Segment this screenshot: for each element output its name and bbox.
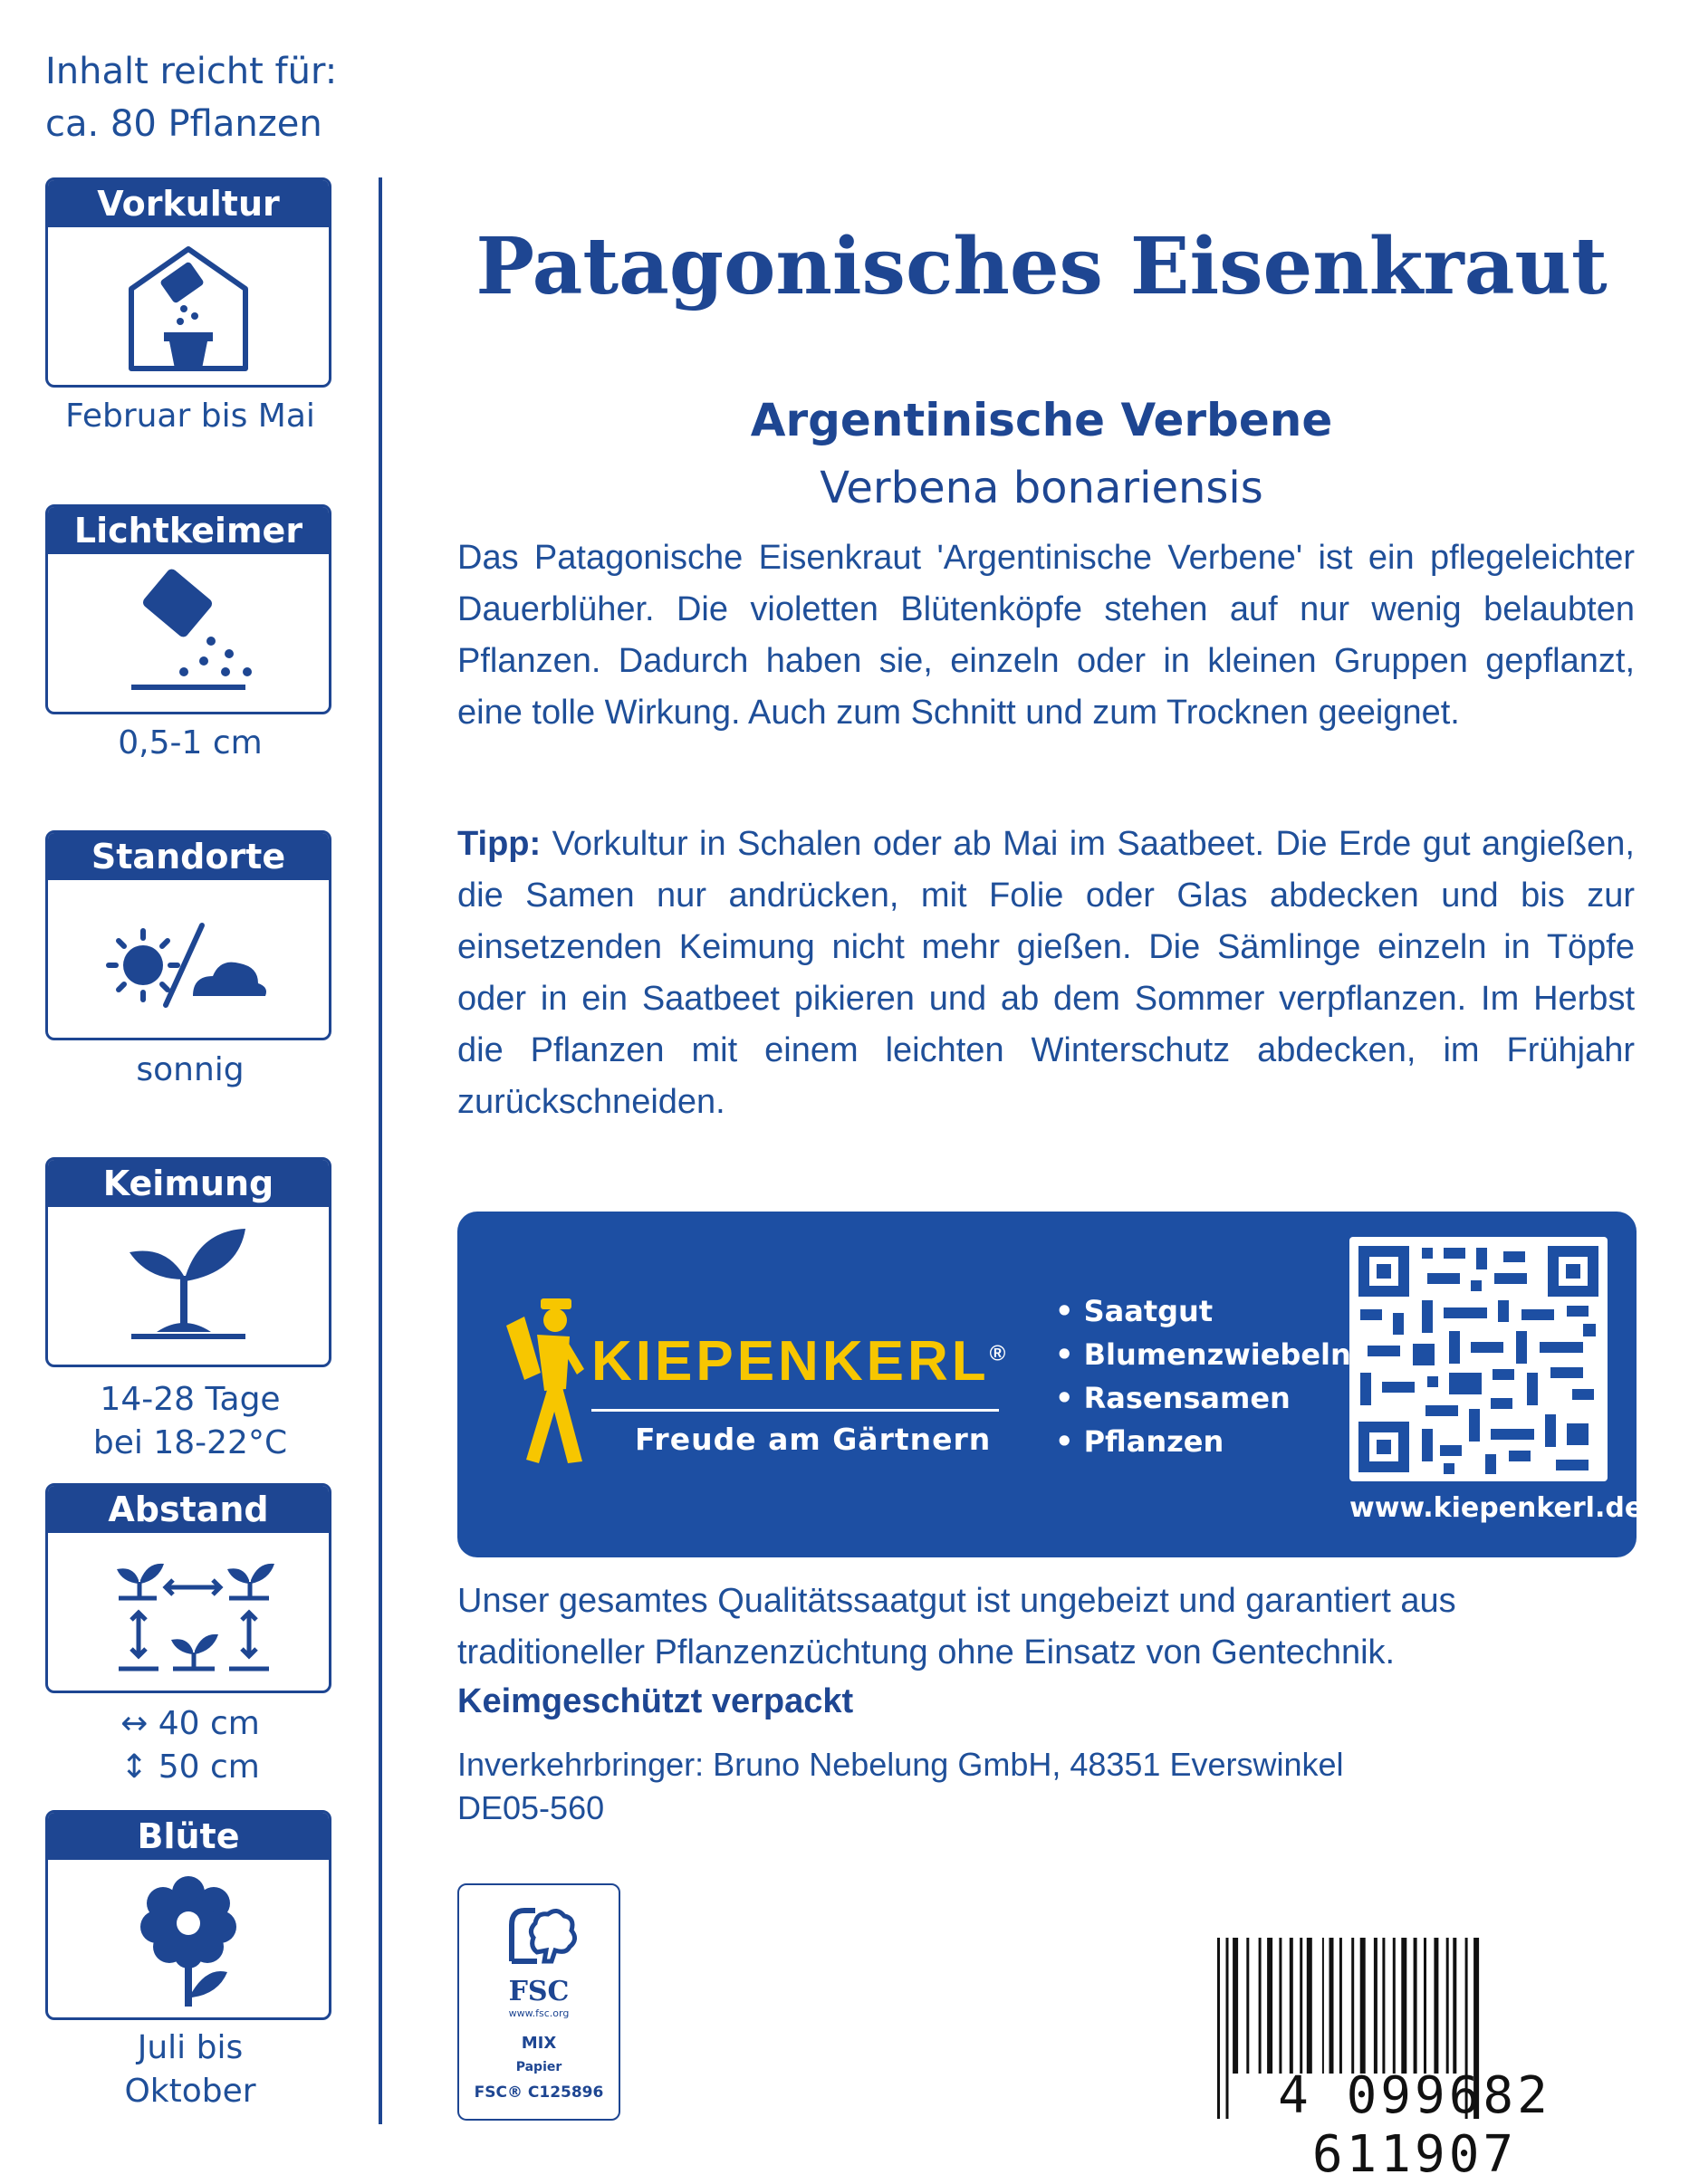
barcode-bar (1329, 1938, 1334, 2074)
brand-product-list (1055, 1289, 1351, 1463)
list-item: • Saatgut (1055, 1289, 1351, 1333)
caption-line: bei 18-22°C (92, 1424, 288, 1461)
caption-line: Juli bis (137, 2029, 244, 2066)
caption-line: ↔ 40 cm (120, 1705, 260, 1742)
info-box-bluete (45, 1810, 331, 2020)
sun-cloud-icon (48, 886, 329, 1034)
info-caption-lichtkeimer (27, 722, 353, 765)
info-caption-standorte (27, 1049, 353, 1092)
barcode-bar (1290, 1938, 1293, 2074)
barcode-bar (1307, 1938, 1312, 2074)
hiker-logo-icon (494, 1289, 593, 1470)
quality-note: Unser gesamtes Qualitätssaatgut ist ungebeizt und garantiert aus traditioneller Pflanzenzüchtung ohne Einsatz von Gentechnik. (457, 1582, 1456, 1672)
product-description: Das Patagonische Eisenkraut 'Argentinische Verbene' ist ein pflegeleichter Dauerblüher. Die violetten Blütenköpfe stehen auf nur wenig belaubten Pflanzen. Dadurch haben sie, einzeln oder in kleinen Gruppen gepflanzt, eine tolle Wirkung. Auch zum Schnitt und zum Trocknen geeignet. (457, 539, 1635, 732)
distributor-line2: DE05-560 (457, 1789, 605, 1826)
content-note-line2: ca. 80 Pflanzen (45, 103, 322, 145)
barcode-bar (1259, 1938, 1262, 2074)
info-box-vorkultur (45, 177, 331, 388)
caption-line: ↕ 50 cm (120, 1748, 260, 1786)
fsc-tree-icon (494, 1898, 584, 1972)
barcode-bar (1360, 1938, 1366, 2074)
barcode-bar (1279, 1938, 1281, 2074)
barcode-bar (1300, 1938, 1302, 2074)
info-box-title: Standorte (48, 833, 329, 880)
caption-line: 14-28 Tage (100, 1381, 281, 1418)
product-subtitle: Argentinische Verbene (750, 394, 1333, 446)
brand-website-link[interactable]: www.kiepenkerl.de (1349, 1492, 1644, 1524)
barcode-digits: 4 099682 611907 (1278, 2066, 1551, 2184)
fsc-code: FSC® C125896 (474, 2083, 604, 2102)
seed-packet-icon (48, 560, 329, 708)
barcode-bar (1339, 1938, 1342, 2074)
fsc-site: www.fsc.org (508, 2007, 570, 2019)
barcode-bar (1246, 1938, 1249, 2074)
tip-text: Vorkultur in Schalen oder ab Mai im Saatbeet. Die Erde gut angießen, die Samen nur andrücken, mit Folie oder Glas abdecken und bis zur einsetzenden Keimung nicht mehr gießen. Die Sämlinge einzeln in Töpfe oder in ein Saatbeet pikieren und ab dem Sommer verpflanzen. Im Herbst die Pflanzen mit einem leichten Winterschutz abdecken, im Frühjahr zurückschneiden. (457, 825, 1635, 1121)
list-item: • Rasensamen (1055, 1376, 1351, 1420)
seal-note: Keimgeschützt verpackt (457, 1682, 854, 1720)
barcode-bar (1374, 1938, 1377, 2074)
fsc-mix: MIX (521, 2034, 557, 2053)
info-caption-bluete (27, 2026, 353, 2113)
distributor-line1: Inverkehrbringer: Bruno Nebelung GmbH, 48351 Everswinkel (457, 1746, 1344, 1783)
barcode-bar (1446, 1938, 1449, 2074)
botanical-name: Verbena bonariensis (820, 463, 1263, 513)
greenhouse-sowing-icon (48, 233, 329, 381)
seedling-icon (48, 1212, 329, 1361)
barcode-bar (1233, 1938, 1238, 2074)
info-box-title: Blüte (48, 1813, 329, 1860)
info-box-title: Abstand (48, 1486, 329, 1533)
info-caption-keimung (27, 1378, 353, 1465)
caption-line: Februar bis Mai (65, 398, 315, 435)
barcode-bar (1401, 1938, 1406, 2074)
brand-tagline: Freude am Gärtnern (635, 1422, 992, 1457)
spacing-icon (48, 1538, 329, 1687)
caption-line: Oktober (124, 2073, 256, 2110)
brand-name-text: KIEPENKERL (591, 1330, 990, 1393)
growing-tip (457, 819, 1635, 1128)
product-title: Patagonisches Eisenkraut (475, 221, 1608, 312)
content-note-line1: Inhalt reicht für: (45, 51, 338, 92)
registered-mark: ® (989, 1341, 1010, 1366)
info-box-lichtkeimer (45, 504, 331, 714)
brand-banner (457, 1212, 1644, 1557)
barcode-bar (1434, 1938, 1438, 2074)
info-box-standorte (45, 830, 331, 1040)
caption-line: 0,5-1 cm (118, 724, 263, 762)
barcode-bar (1424, 1938, 1426, 2074)
flower-icon (48, 1865, 329, 2014)
info-box-keimung (45, 1157, 331, 1367)
content-note (45, 45, 389, 150)
distributor-info (457, 1743, 1344, 1830)
barcode-bar (1322, 1938, 1324, 2074)
fsc-name: FSC (508, 1976, 570, 2007)
info-caption-vorkultur (27, 395, 353, 438)
info-box-abstand (45, 1483, 331, 1693)
brand-divider (591, 1409, 999, 1412)
brand-name (591, 1329, 1009, 1394)
barcode-bar (1393, 1938, 1396, 2074)
qr-code-icon[interactable] (1349, 1237, 1608, 1481)
barcode-bar (1351, 1938, 1354, 2074)
caption-line: sonnig (136, 1051, 245, 1088)
fsc-paper: Papier (515, 2060, 562, 2074)
barcode-bar (1267, 1938, 1272, 2074)
tip-label: Tipp: (457, 825, 542, 863)
info-caption-abstand (27, 1702, 353, 1789)
barcode-bar (1453, 1938, 1456, 2074)
info-box-title: Lichtkeimer (48, 507, 329, 554)
column-divider (379, 177, 382, 2124)
list-item: • Blumenzwiebeln (1055, 1333, 1351, 1376)
info-box-title: Vorkultur (48, 180, 329, 227)
barcode-bar (1414, 1938, 1417, 2074)
barcode-bar (1382, 1938, 1385, 2074)
info-box-title: Keimung (48, 1160, 329, 1207)
list-item: • Pflanzen (1055, 1420, 1351, 1463)
fsc-label (457, 1883, 620, 2121)
